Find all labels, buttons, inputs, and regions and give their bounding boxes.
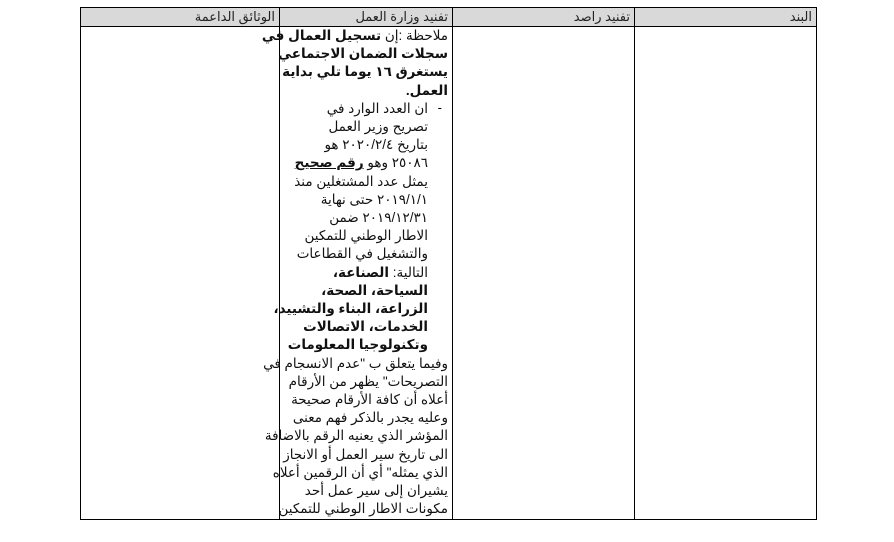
text-line: بتاريخ ٢٠٢٠/٢/٤ هو [324, 137, 428, 153]
header-ministry: تفنيد وزارة العمل [280, 8, 453, 27]
document-table [80, 7, 817, 520]
text-line: يمثل عدد المشتغلين منذ [294, 173, 428, 189]
header-documents: الوثائق الداعمة [81, 8, 280, 27]
note-bold: يستغرق ١٦ يوما تلي بداية [282, 64, 448, 80]
table-row [81, 27, 817, 520]
number-text: ٢٥٠٨٦ وهو [363, 155, 428, 171]
text-line: ٢٠١٩/١/١ حتى نهاية [320, 191, 428, 207]
text-line: الى تاريخ سير العمل أو الانجاز [283, 446, 448, 462]
cell-rased [453, 27, 635, 520]
sector-line: الزراعة، البناء والتشييد، [273, 301, 428, 317]
bullet-dash: - [437, 99, 442, 115]
text-line: تصريح وزير العمل [328, 119, 428, 135]
cell-documents [81, 27, 280, 520]
sector-line: وتكنولوجيا المعلومات [287, 337, 428, 353]
text-line: الاطار الوطني للتمكين [304, 228, 428, 244]
ministry-second-paragraph [263, 355, 448, 519]
ministry-note [261, 27, 448, 100]
cell-item [635, 27, 817, 520]
text-line [284, 264, 448, 282]
note-bold: العمل. [405, 82, 448, 98]
text-line: ٢٠١٩/١٢/٣١ ضمن [329, 210, 428, 226]
text-line: والتشغيل في القطاعات [296, 246, 428, 262]
sector-line: السياحة، الصحة، [321, 282, 428, 298]
text-line: مكونات الاطار الوطني للتمكين [278, 501, 448, 517]
cell-ministry [261, 27, 453, 520]
header-rased: تفنيد راصد [453, 8, 635, 27]
text-line: أعلاه أن كافة الأرقام صحيحة [291, 392, 448, 408]
table-header-row [81, 8, 817, 27]
text-line: يشيران إلى سير عمل أحد [304, 483, 448, 499]
correct-number-emphasis: رقم صحيح [294, 155, 364, 171]
text-line: وعليه يجدر بالذكر فهم معنى [292, 410, 448, 426]
text-line: المؤشر الذي يعنيه الرقم بالاضافة [264, 428, 448, 444]
text-line [284, 154, 448, 172]
sector-bold: الصناعة، [332, 264, 390, 280]
header-item: البند [635, 8, 817, 27]
note-bold: سجلات الضمان الاجتماعي [278, 46, 448, 62]
sector-line: الخدمات، الاتصالات [303, 319, 428, 335]
note-bold: تسجيل العمال في [261, 28, 382, 43]
ministry-bullet-paragraph [273, 99, 448, 355]
text-line: الذي يمثله" أي أن الرقمين أعلاه [272, 464, 448, 480]
text-line: ان العدد الوارد في [326, 100, 428, 116]
text-line: التصريحات" يظهر من الأرقام [288, 373, 448, 389]
text-line: وفيما يتعلق ب "عدم الانسجام في [263, 355, 448, 371]
text-part: التالية: [389, 264, 428, 280]
note-text: ملاحظة :إن [381, 28, 448, 43]
